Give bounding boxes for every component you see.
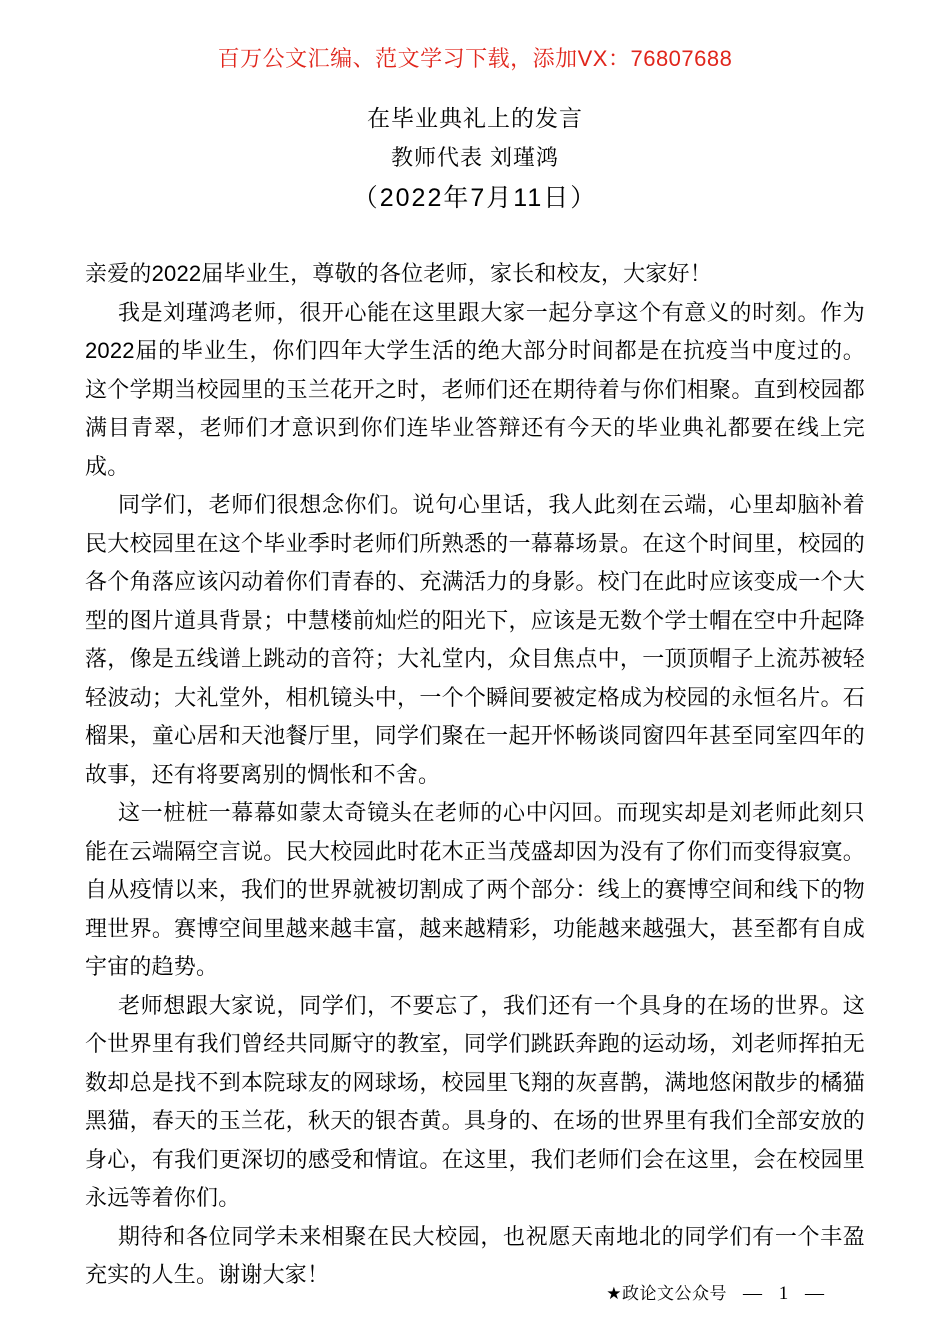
paragraph-cyber-world: 这一桩桩一幕幕如蒙太奇镜头在老师的心中闪回。而现实却是刘老师此刻只能在云端隔空言说。民大校园此时花木正当茂盛却因为没有了你们而变得寂寞。自从疫情以来，我们的世界就被切割成了两个部分：线上的赛博空间和线下的物理世界。赛博空间里越来越丰富，越来越精彩，功能越来越强大，甚至都有自成宇宙的趋势。 (85, 800, 865, 979)
footer-source-label: ★政论文公众号 (606, 1284, 727, 1303)
page-footer (606, 1281, 830, 1306)
paragraph-greeting: 亲爱的2022届毕业生，尊敬的各位老师，家长和校友，大家好！ (85, 261, 712, 286)
paragraph-intro: 我是刘瑾鸿老师，很开心能在这里跟大家一起分享这个有意义的时刻。作为2022届的毕业生，你们四年大学生活的绝大部分时间都是在抗疫当中度过的。这个学期当校园里的玉兰花开之时，老师们还在期待着与你们相聚。直到校园都满目青翠，老师们才意识到你们连毕业答辩还有今天的毕业典礼都要在线上完成。 (85, 299, 865, 479)
header-notice: 百万公文汇编、范文学习下载，添加VX：76807688 (217, 46, 733, 71)
paragraph-embodied-world: 老师想跟大家说，同学们，不要忘了，我们还有一个具身的在场的世界。这个世界里有我们曾经共同厮守的教室，同学们跳跃奔跑的运动场，刘老师挥拍无数却总是找不到本院球友的网球场，校园里飞翔的灰喜鹊，满地悠闲散步的橘猫黑猫，春天的玉兰花，秋天的银杏黄。具身的、在场的世界里有我们全部安放的身心，有我们更深切的感受和情谊。在这里，我们老师们会在这里，会在校园里永远等着你们。 (85, 992, 865, 1210)
paragraph-closing: 期待和各位同学未来相聚在民大校园，也祝愿天南地北的同学们有一个丰盈充实的人生。谢谢大家！ (85, 1223, 865, 1287)
doc-author-line: 教师代表 刘瑾鸿 (390, 145, 560, 170)
doc-body (85, 255, 865, 1295)
footer-page-number: — 1 — (743, 1283, 830, 1304)
paragraph-campus-scenes: 同学们，老师们很想念你们。说句心里话，我人此刻在云端，心里却脑补着民大校园里在这个毕业季时老师们所熟悉的一幕幕场景。在这个时间里，校园的各个角落应该闪动着你们青春的、充满活力的身影。校门在此时应该变成一个大型的图片道具背景；中慧楼前灿烂的阳光下，应该是无数个学士帽在空中升起降落，像是五线谱上跳动的音符；大礼堂内，众目焦点中，一顶顶帽子上流苏被轻轻波动；大礼堂外，相机镜头中，一个个瞬间要被定格成为校园的永恒名片。石榴果，童心居和天池餐厅里，同学们聚在一起开怀畅谈同窗四年甚至同室四年的故事，还有将要离别的惆怅和不舍。 (85, 492, 865, 787)
title-block (0, 98, 950, 219)
doc-date-line: （2022年7月11日） (352, 184, 598, 212)
doc-title: 在毕业典礼上的发言 (367, 105, 583, 131)
